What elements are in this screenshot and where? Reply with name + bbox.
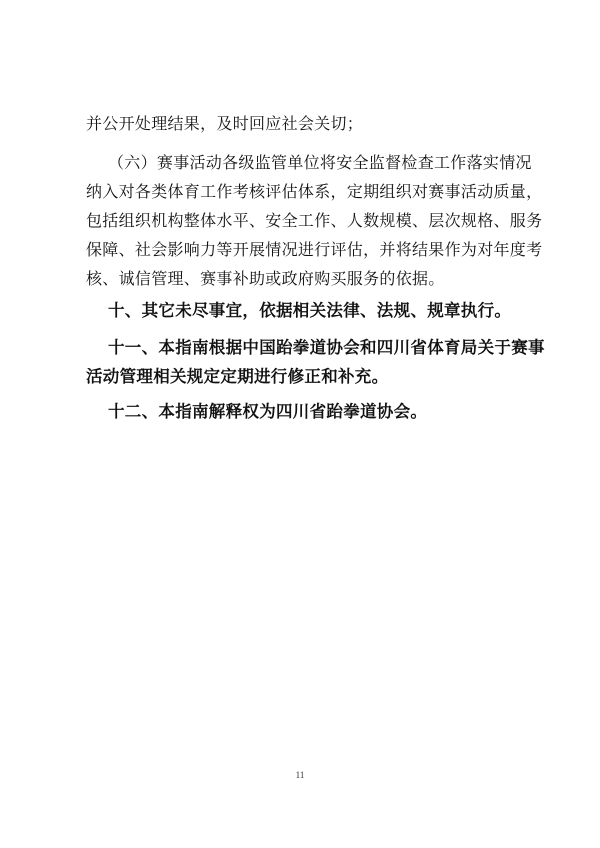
page-number: 11 <box>295 770 305 780</box>
text-line: 并公开处理结果，及时回应社会关切； <box>86 114 364 133</box>
text-line: 包括组织机构整体水平、安全工作、人数规模、层次规格、服务 <box>86 211 543 230</box>
text-line: 十二、本指南解释权为四川省跆拳道协会。 <box>108 402 428 421</box>
text-line: 十一、本指南根据中国跆拳道协会和四川省体育局关于赛事 <box>108 338 545 357</box>
text-line: 保障、社会影响力等开展情况进行评估，并将结果作为对年度考 <box>86 240 543 259</box>
text-line: 纳入对各类体育工作考核评估体系，定期组织对赛事活动质量， <box>86 182 543 201</box>
text-line: 十、其它未尽事宜，依据相关法律、法规、规章执行。 <box>108 301 512 320</box>
paragraph-continuation <box>86 109 530 138</box>
paragraph-article-twelve <box>86 397 530 426</box>
text-line: 活动管理相关规定定期进行修正和补充。 <box>86 367 389 386</box>
text-line: （六）赛事活动各级监管单位将安全监督检查工作落实情况 <box>108 153 532 172</box>
paragraph-article-eleven <box>86 333 545 391</box>
paragraph-article-ten <box>86 296 530 325</box>
text-line: 核、诚信管理、赛事补助或政府购买服务的依据。 <box>86 269 445 288</box>
paragraph-section-six <box>86 148 543 293</box>
